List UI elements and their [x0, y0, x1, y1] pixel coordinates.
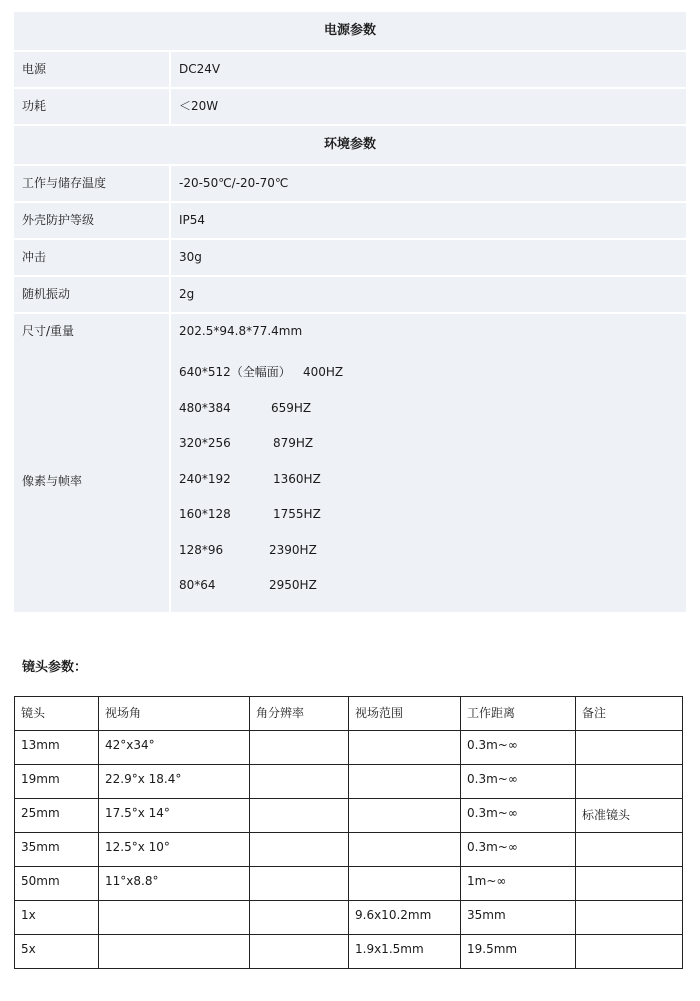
table-cell	[576, 935, 683, 969]
table-cell: 0.3m~∞	[461, 799, 576, 833]
table-row	[15, 901, 683, 935]
table-cell: 1.9x1.5mm	[349, 935, 461, 969]
pixel-rate-item	[179, 391, 686, 427]
column-header: 工作距离	[461, 697, 576, 731]
env-section-title: 环境参数	[14, 126, 686, 166]
table-cell	[349, 765, 461, 799]
spec-label: 外壳防护等级	[14, 203, 171, 238]
pixel-resolution: 640*512（全幅面）	[179, 365, 291, 379]
pixel-resolution: 480*384	[179, 400, 231, 415]
column-header: 备注	[576, 697, 683, 731]
table-cell	[250, 867, 349, 901]
table-cell: 35mm	[15, 833, 99, 867]
spec-label: 电源	[14, 52, 171, 87]
pixel-rate-item	[179, 497, 686, 533]
frame-rate: 879HZ	[273, 436, 314, 450]
table-cell: 1x	[15, 901, 99, 935]
table-cell	[576, 765, 683, 799]
pixel-resolution: 80*64	[179, 578, 216, 592]
table-cell: 标准镜头	[576, 799, 683, 833]
spec-label: 像素与帧率	[14, 349, 171, 612]
pixel-resolution: 240*192	[179, 471, 231, 486]
table-cell: 0.3m~∞	[461, 833, 576, 867]
spec-label: 随机振动	[14, 277, 171, 312]
table-cell	[349, 867, 461, 901]
spec-value: ＜20W	[179, 99, 219, 113]
table-cell	[349, 731, 461, 765]
pixel-rate-item	[179, 355, 686, 391]
spec-row	[14, 277, 686, 314]
frame-rate: 2390HZ	[269, 542, 317, 557]
spec-value: -20-50℃/-20-70℃	[179, 176, 289, 190]
table-cell	[349, 799, 461, 833]
spec-row	[14, 52, 686, 89]
table-cell	[576, 867, 683, 901]
column-header: 视场角	[99, 697, 250, 731]
table-cell	[576, 731, 683, 765]
table-row	[15, 799, 683, 833]
table-cell: 0.3m~∞	[461, 731, 576, 765]
table-row	[15, 833, 683, 867]
table-cell	[576, 901, 683, 935]
table-cell	[349, 833, 461, 867]
power-section-title: 电源参数	[14, 12, 686, 52]
column-header: 镜头	[15, 697, 99, 731]
table-cell: 42°x34°	[99, 731, 250, 765]
table-cell: 17.5°x 14°	[99, 799, 250, 833]
column-header: 角分辨率	[250, 697, 349, 731]
spec-row	[14, 240, 686, 277]
frame-rate: 1360HZ	[273, 471, 321, 486]
pixel-rate-list	[171, 349, 686, 612]
table-cell: 13mm	[15, 731, 99, 765]
pixel-resolution: 160*128	[179, 507, 231, 521]
spec-label: 工作与储存温度	[14, 166, 171, 201]
table-row	[15, 765, 683, 799]
table-cell: 25mm	[15, 799, 99, 833]
spec-label: 冲击	[14, 240, 171, 275]
table-cell: 5x	[15, 935, 99, 969]
table-cell: 9.6x10.2mm	[349, 901, 461, 935]
pixel-resolution: 320*256	[179, 436, 231, 450]
table-cell	[250, 731, 349, 765]
spec-table	[14, 12, 686, 612]
spec-value: 202.5*94.8*77.4mm	[179, 324, 303, 338]
table-cell	[99, 935, 250, 969]
spec-row	[14, 166, 686, 203]
spec-row	[14, 203, 686, 240]
table-cell: 11°x8.8°	[99, 867, 250, 901]
spec-value: IP54	[179, 213, 206, 227]
spec-label: 尺寸/重量	[14, 314, 171, 349]
table-row	[15, 731, 683, 765]
table-cell	[576, 833, 683, 867]
table-row	[15, 867, 683, 901]
spec-value: 2g	[179, 287, 195, 301]
lens-section-title: 镜头参数：	[22, 660, 88, 675]
table-cell: 0.3m~∞	[461, 765, 576, 799]
pixel-rate-item	[179, 568, 686, 604]
spec-value: DC24V	[179, 62, 221, 76]
table-cell: 1m~∞	[461, 867, 576, 901]
table-cell: 19mm	[15, 765, 99, 799]
pixel-rate-row	[14, 349, 686, 612]
table-cell: 19.5mm	[461, 935, 576, 969]
frame-rate: 1755HZ	[273, 507, 321, 521]
column-header: 视场范围	[349, 697, 461, 731]
table-cell	[250, 765, 349, 799]
table-cell	[250, 833, 349, 867]
lens-table	[14, 696, 683, 969]
table-cell	[250, 901, 349, 935]
table-cell: 22.9°x 18.4°	[99, 765, 250, 799]
table-cell	[99, 901, 250, 935]
spec-value: 30g	[179, 250, 202, 264]
table-cell	[250, 799, 349, 833]
frame-rate: 400HZ	[303, 365, 344, 379]
pixel-rate-item	[179, 426, 686, 462]
table-header-row	[15, 697, 683, 731]
pixel-rate-item	[179, 533, 686, 569]
spec-label: 功耗	[14, 89, 171, 124]
table-cell: 12.5°x 10°	[99, 833, 250, 867]
table-cell: 50mm	[15, 867, 99, 901]
table-cell: 35mm	[461, 901, 576, 935]
spec-row	[14, 89, 686, 126]
pixel-resolution: 128*96	[179, 542, 224, 557]
table-row	[15, 935, 683, 969]
frame-rate: 659HZ	[271, 400, 312, 415]
spec-row	[14, 314, 686, 349]
table-cell	[250, 935, 349, 969]
pixel-rate-item	[179, 462, 686, 498]
frame-rate: 2950HZ	[269, 578, 317, 592]
